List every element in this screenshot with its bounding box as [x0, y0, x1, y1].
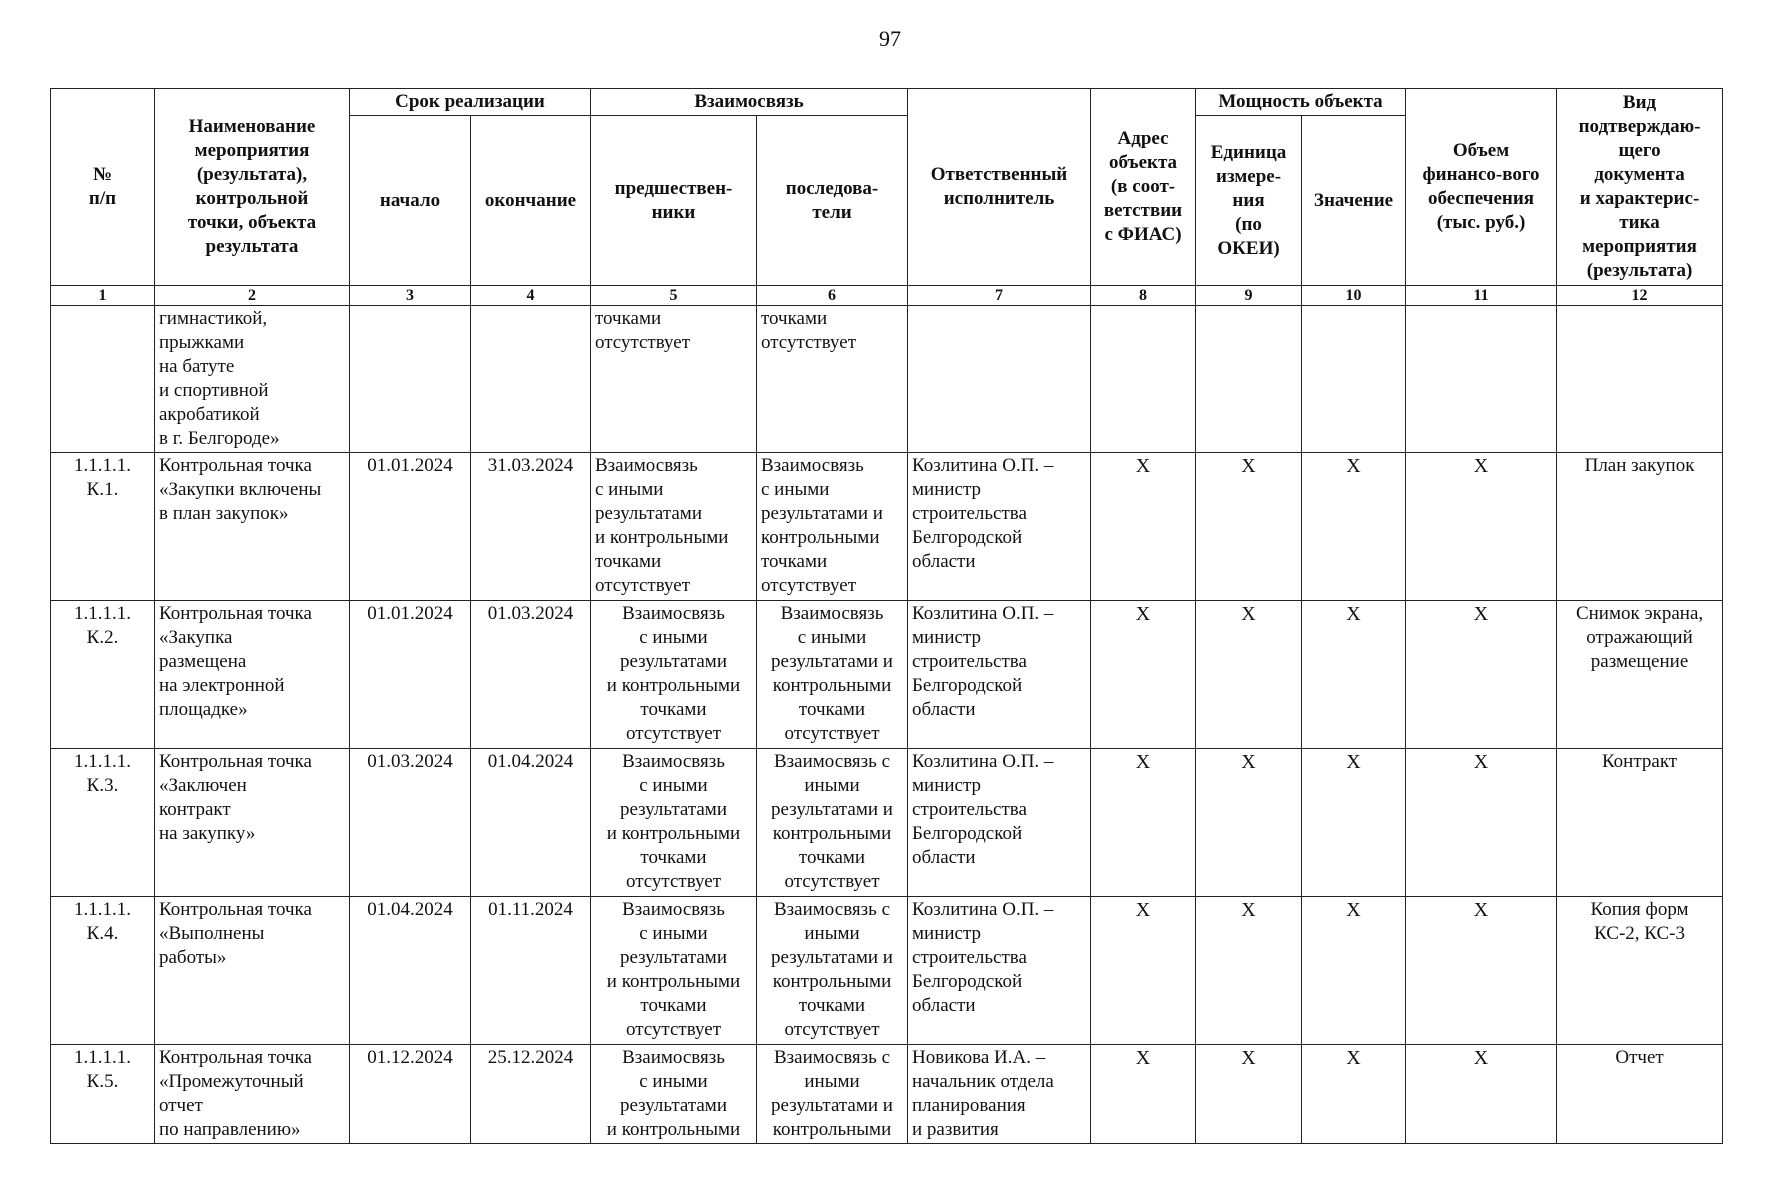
cell-address: X — [1091, 453, 1196, 601]
cell-num — [51, 897, 155, 1045]
cell-name — [155, 306, 350, 453]
text-line: Копия форм — [1590, 899, 1689, 920]
text-line: точками — [595, 551, 662, 572]
text-line: Взаимосвязь — [761, 455, 864, 476]
cell-value: X — [1302, 749, 1406, 897]
text-line: с иными — [639, 1071, 708, 1092]
text-line: работы» — [159, 947, 227, 968]
text-line: результатами и — [771, 947, 893, 968]
text-line: Взаимосвязь — [622, 1047, 725, 1068]
text-line: «Выполнены — [159, 923, 265, 944]
text-line: прыжками — [159, 332, 245, 353]
column-number: 11 — [1406, 286, 1557, 306]
text-line: иными — [804, 775, 860, 796]
column-number: 2 — [155, 286, 350, 306]
text-line: результатами и — [771, 799, 893, 820]
text-line: Взаимосвязь — [622, 899, 725, 920]
text-line: «Закупка — [159, 627, 233, 648]
header-doc-type — [1557, 89, 1723, 286]
text-line: щего — [1618, 140, 1661, 161]
text-line: Взаимосвязь с — [773, 1047, 891, 1068]
cell-predecessors — [591, 749, 757, 897]
text-line: строительства — [912, 651, 1027, 672]
cell-value: X — [1302, 897, 1406, 1045]
text-line: и спортивной — [159, 380, 269, 401]
cell-num — [51, 1045, 155, 1144]
text-line: иными — [804, 1071, 860, 1092]
text-line: и контрольными — [606, 971, 741, 992]
text-line: отсутствует — [784, 723, 880, 744]
table-row-continuation — [51, 306, 1723, 453]
cell-successors — [757, 897, 908, 1045]
text-line: и характерис- — [1579, 188, 1700, 209]
text-line: последова- — [785, 177, 879, 199]
text-line: иными — [804, 923, 860, 944]
text-line: К.2. — [86, 627, 119, 648]
header-successors — [757, 116, 908, 286]
column-number: 6 — [757, 286, 908, 306]
text-line: результатами — [620, 947, 727, 968]
cell-finance: X — [1406, 601, 1557, 749]
cell-successors — [757, 749, 908, 897]
cell-unit — [1196, 306, 1302, 453]
header-predecessors — [591, 116, 757, 286]
cell-predecessors — [591, 601, 757, 749]
header-finance — [1406, 89, 1557, 286]
text-line: п/п — [88, 188, 117, 209]
text-line: отсутствует — [761, 332, 857, 353]
text-line: точками — [761, 551, 828, 572]
text-line: предшествен- — [614, 177, 733, 199]
text-line: точками — [761, 308, 828, 329]
text-line: и контрольными — [606, 675, 741, 696]
text-line: ветствии — [1103, 200, 1183, 221]
text-line: ния — [1232, 189, 1265, 211]
text-line: ники — [651, 201, 696, 223]
text-line: документа — [1594, 164, 1685, 185]
text-line: Козлитина О.П. – — [912, 603, 1054, 624]
text-line: Контрольная точка — [159, 1047, 312, 1068]
text-line: строительства — [912, 947, 1027, 968]
text-line: на электронной — [159, 675, 285, 696]
text-line: начальник отдела — [912, 1071, 1054, 1092]
cell-start: 01.01.2024 — [350, 453, 471, 601]
header-unit — [1196, 116, 1302, 286]
text-line: подтверждаю- — [1578, 116, 1701, 137]
text-line: Новикова И.А. – — [912, 1047, 1046, 1068]
cell-predecessors — [591, 897, 757, 1045]
cell-predecessors — [591, 453, 757, 601]
text-line: 1.1.1.1. — [74, 603, 131, 624]
column-number: 8 — [1091, 286, 1196, 306]
text-line: (в соот- — [1110, 176, 1176, 197]
text-line: ОКЕИ) — [1217, 237, 1280, 259]
cell-name — [155, 749, 350, 897]
text-line: мероприятия — [1582, 236, 1697, 257]
header-value: Значение — [1302, 116, 1406, 286]
cell-unit: X — [1196, 453, 1302, 601]
column-number: 12 — [1557, 286, 1723, 306]
text-line: Взаимосвязь — [622, 751, 725, 772]
text-line: и контрольными — [606, 1119, 741, 1140]
cell-num — [51, 306, 155, 453]
cell-unit: X — [1196, 1045, 1302, 1144]
table-row — [51, 453, 1723, 601]
text-line: отсутствует — [625, 723, 722, 744]
cell-end: 31.03.2024 — [471, 453, 591, 601]
text-line: План закупок — [1584, 455, 1695, 476]
text-line: отражающий — [1586, 627, 1693, 648]
text-line: КС-2, КС-3 — [1594, 923, 1685, 944]
cell-name — [155, 601, 350, 749]
text-line: министр — [912, 627, 982, 648]
text-line: Взаимосвязь — [780, 603, 884, 624]
text-line: Взаимосвязь с — [773, 751, 891, 772]
cell-end: 01.11.2024 — [471, 897, 591, 1045]
text-line: Контрольная точка — [159, 455, 312, 476]
text-line: 1.1.1.1. — [74, 455, 131, 476]
text-line: контрольными — [772, 1119, 892, 1140]
text-line: в план закупок» — [159, 503, 289, 524]
text-line: точками — [595, 308, 662, 329]
text-line: с ФИАС) — [1104, 224, 1182, 245]
text-line: с иными — [639, 923, 708, 944]
cell-responsible — [908, 1045, 1091, 1144]
text-line: результата — [205, 236, 299, 257]
column-number: 5 — [591, 286, 757, 306]
text-line: Белгородской — [912, 675, 1023, 696]
text-line: Отчет — [1615, 1047, 1664, 1068]
text-line: результатами — [620, 1095, 727, 1116]
text-line: Ответственный — [930, 164, 1068, 185]
text-line: точками — [640, 699, 707, 720]
text-line: отсутствует — [784, 1019, 880, 1040]
text-line: 1.1.1.1. — [74, 1047, 131, 1068]
text-line: Адрес — [1117, 128, 1169, 149]
cell-start — [350, 306, 471, 453]
table-row — [51, 897, 1723, 1045]
header-address — [1091, 89, 1196, 286]
text-line: Наименование — [188, 116, 316, 137]
header-start: начало — [350, 116, 471, 286]
text-line: контрольными — [761, 527, 880, 548]
column-number-row — [51, 286, 1723, 306]
column-number: 3 — [350, 286, 471, 306]
text-line: точки, объекта — [187, 212, 317, 233]
text-line: результатами — [595, 503, 702, 524]
text-line: результатами и — [771, 651, 893, 672]
text-line: Белгородской — [912, 527, 1023, 548]
cell-doc — [1557, 601, 1723, 749]
column-number: 10 — [1302, 286, 1406, 306]
text-line: отсутствует — [595, 575, 691, 596]
cell-end — [471, 306, 591, 453]
cell-finance: X — [1406, 749, 1557, 897]
text-line: «Заключен — [159, 775, 247, 796]
cell-end: 25.12.2024 — [471, 1045, 591, 1144]
text-line: отсутствует — [784, 871, 880, 892]
cell-start: 01.04.2024 — [350, 897, 471, 1045]
cell-value: X — [1302, 601, 1406, 749]
cell-doc — [1557, 897, 1723, 1045]
text-line: Объем — [1452, 140, 1510, 161]
column-number: 4 — [471, 286, 591, 306]
text-line: области — [912, 699, 976, 720]
text-line: мероприятия — [194, 140, 310, 161]
header-group-moshch: Мощность объекта — [1196, 89, 1406, 116]
text-line: гимнастикой, — [159, 308, 268, 329]
text-line: отсутствует — [625, 871, 722, 892]
table-header — [51, 89, 1723, 286]
cell-start: 01.01.2024 — [350, 601, 471, 749]
cell-address: X — [1091, 749, 1196, 897]
text-line: в г. Белгороде» — [159, 428, 280, 449]
cell-finance — [1406, 306, 1557, 453]
text-line: К.1. — [86, 479, 119, 500]
text-line: отсутствует — [625, 1019, 722, 1040]
cell-address: X — [1091, 897, 1196, 1045]
text-line: контрольной — [195, 188, 309, 209]
cell-num — [51, 601, 155, 749]
cell-doc — [1557, 453, 1723, 601]
text-line: с иными — [595, 479, 664, 500]
text-line: 1.1.1.1. — [74, 899, 131, 920]
cell-end: 01.03.2024 — [471, 601, 591, 749]
text-line: отсутствует — [761, 575, 857, 596]
text-line: планирования — [912, 1095, 1026, 1116]
cell-value: X — [1302, 453, 1406, 601]
cell-start: 01.03.2024 — [350, 749, 471, 897]
header-end: окончание — [471, 116, 591, 286]
text-line: по направлению» — [159, 1119, 301, 1140]
cell-num — [51, 453, 155, 601]
cell-num — [51, 749, 155, 897]
cell-end: 01.04.2024 — [471, 749, 591, 897]
text-line: точками — [798, 995, 866, 1016]
column-number: 1 — [51, 286, 155, 306]
cell-name — [155, 897, 350, 1045]
cell-responsible — [908, 749, 1091, 897]
text-line: на закупку» — [159, 823, 256, 844]
cell-responsible — [908, 601, 1091, 749]
text-line: Козлитина О.П. – — [912, 899, 1054, 920]
text-line: тика — [1619, 212, 1660, 233]
text-line: Контрольная точка — [159, 751, 312, 772]
text-line: акробатикой — [159, 404, 260, 425]
text-line: контрольными — [772, 823, 892, 844]
text-line: министр — [912, 775, 982, 796]
cell-doc — [1557, 306, 1723, 453]
cell-successors — [757, 1045, 908, 1144]
text-line: с иными — [639, 627, 708, 648]
header-num — [51, 89, 155, 286]
text-line: точками — [640, 847, 707, 868]
header-group-srok: Срок реализации — [350, 89, 591, 116]
cell-address — [1091, 306, 1196, 453]
text-line: области — [912, 995, 976, 1016]
text-line: тели — [812, 201, 852, 223]
text-line: (результата), — [196, 164, 308, 185]
text-line: финансо-вого — [1422, 164, 1540, 185]
text-line: Белгородской — [912, 823, 1023, 844]
cell-doc — [1557, 749, 1723, 897]
text-line: министр — [912, 923, 982, 944]
cell-successors — [757, 601, 908, 749]
table-row — [51, 1045, 1723, 1144]
cell-start: 01.12.2024 — [350, 1045, 471, 1144]
text-line: «Закупки включены — [159, 479, 322, 500]
cell-predecessors — [591, 1045, 757, 1144]
cell-finance: X — [1406, 897, 1557, 1045]
cell-finance: X — [1406, 1045, 1557, 1144]
cell-responsible — [908, 897, 1091, 1045]
cell-predecessors — [591, 306, 757, 453]
cell-address: X — [1091, 601, 1196, 749]
header-name — [155, 89, 350, 286]
table-row — [51, 749, 1723, 897]
text-line: результатами и — [771, 1095, 893, 1116]
text-line: Контрольная точка — [159, 603, 312, 624]
cell-value: X — [1302, 1045, 1406, 1144]
text-line: строительства — [912, 799, 1027, 820]
cell-unit: X — [1196, 601, 1302, 749]
text-line: с иными — [639, 775, 708, 796]
text-line: Белгородской — [912, 971, 1023, 992]
table-row — [51, 601, 1723, 749]
cell-finance: X — [1406, 453, 1557, 601]
text-line: строительства — [912, 503, 1027, 524]
text-line: Вид — [1622, 92, 1657, 113]
text-line: отсутствует — [595, 332, 691, 353]
text-line: К.5. — [86, 1071, 119, 1092]
text-line: результатами — [620, 651, 727, 672]
text-line: размещение — [1590, 651, 1689, 672]
text-line: объекта — [1108, 152, 1178, 173]
cell-successors — [757, 306, 908, 453]
text-line: министр — [912, 479, 982, 500]
cell-address: X — [1091, 1045, 1196, 1144]
text-line: К.3. — [86, 775, 119, 796]
text-line: на батуте — [159, 356, 235, 377]
text-line: контрольными — [772, 971, 892, 992]
cell-doc — [1557, 1045, 1723, 1144]
text-line: контракт — [159, 799, 231, 820]
cell-value — [1302, 306, 1406, 453]
text-line: области — [912, 551, 976, 572]
text-line: Снимок экрана, — [1575, 603, 1704, 624]
text-line: Контракт — [1601, 751, 1678, 772]
text-line: площадке» — [159, 699, 248, 720]
column-number: 9 — [1196, 286, 1302, 306]
cell-responsible — [908, 453, 1091, 601]
text-line: размещена — [159, 651, 247, 672]
text-line: № — [92, 164, 113, 185]
cell-name — [155, 453, 350, 601]
text-line: точками — [798, 699, 866, 720]
text-line: «Промежуточный — [159, 1071, 304, 1092]
text-line: области — [912, 847, 976, 868]
text-line: с иными — [761, 479, 830, 500]
text-line: Взаимосвязь с — [773, 899, 891, 920]
text-line: результатами — [620, 799, 727, 820]
cell-unit: X — [1196, 897, 1302, 1045]
column-number: 7 — [908, 286, 1091, 306]
text-line: Взаимосвязь — [622, 603, 725, 624]
text-line: (по — [1235, 213, 1262, 235]
header-group-vzaim: Взаимосвязь — [591, 89, 908, 116]
text-line: Козлитина О.П. – — [912, 751, 1054, 772]
header-responsible — [908, 89, 1091, 286]
text-line: с иными — [797, 627, 867, 648]
text-line: К.4. — [86, 923, 119, 944]
text-line: Единица — [1210, 141, 1287, 163]
cell-unit: X — [1196, 749, 1302, 897]
text-line: результатами и — [761, 503, 883, 524]
text-line: 1.1.1.1. — [74, 751, 131, 772]
text-line: (тыс. руб.) — [1436, 212, 1526, 233]
text-line: измере- — [1216, 165, 1282, 187]
cell-responsible — [908, 306, 1091, 453]
text-line: контрольными — [772, 675, 892, 696]
cell-name — [155, 1045, 350, 1144]
table-body — [51, 286, 1723, 1144]
text-line: точками — [640, 995, 707, 1016]
text-line: и развития — [912, 1119, 999, 1140]
text-line: исполнитель — [943, 188, 1055, 209]
text-line: Контрольная точка — [159, 899, 312, 920]
text-line: и контрольными — [595, 527, 729, 548]
cell-successors — [757, 453, 908, 601]
page-number: 97 — [879, 26, 901, 51]
control-points-table — [50, 88, 1723, 1144]
text-line: отчет — [159, 1095, 203, 1116]
text-line: обеспечения — [1427, 188, 1535, 209]
text-line: и контрольными — [606, 823, 741, 844]
text-line: Козлитина О.П. – — [912, 455, 1054, 476]
text-line: (результата) — [1586, 260, 1693, 281]
text-line: Взаимосвязь — [595, 455, 698, 476]
text-line: точками — [798, 847, 866, 868]
